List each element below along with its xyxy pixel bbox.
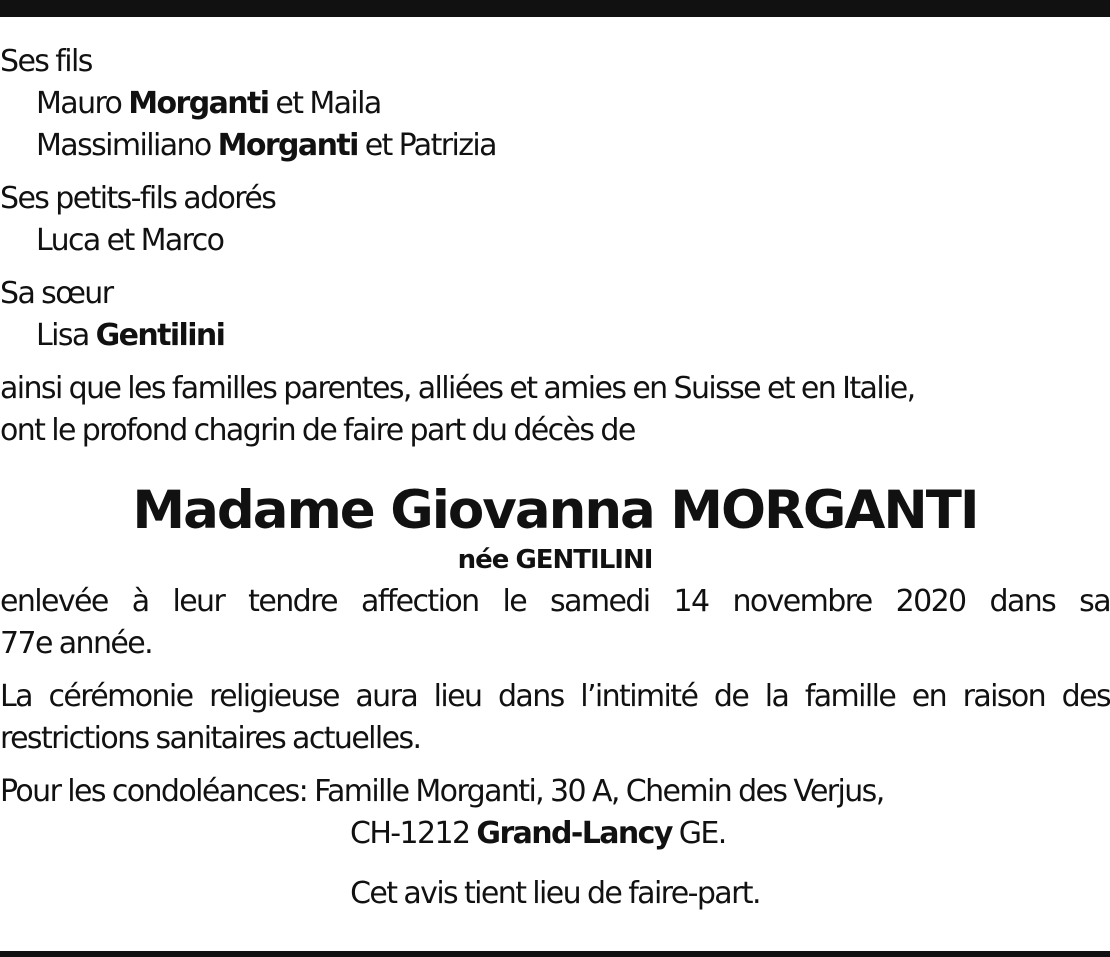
city: Grand-Lancy xyxy=(476,816,672,851)
sons-heading: Ses fils xyxy=(0,44,92,79)
announcement-line: ainsi que les familles parentes, alliées et amies en Suisse et en Italie, xyxy=(0,371,915,406)
son-first-name: Mauro xyxy=(36,86,122,121)
death-details-line: enlevée à leur tendre affection le samedi 14 novembre 2020 dans sa xyxy=(0,584,1110,619)
deceased-maiden-name: née GENTILINI xyxy=(457,545,653,575)
canton: GE. xyxy=(678,816,726,851)
death-details-line: 77e année. xyxy=(0,626,153,661)
postcode: CH-1212 xyxy=(350,816,470,851)
bottom-rule xyxy=(0,951,1110,957)
condolences-address: Pour les condoléances: Famille Morganti, 30 A, Chemin des Verjus, xyxy=(0,774,884,809)
son-entry xyxy=(0,83,1110,125)
son-last-name: Morganti xyxy=(217,128,358,163)
deceased-block xyxy=(0,481,1110,577)
top-rule xyxy=(0,0,1110,17)
condolences-city-line xyxy=(0,813,1110,855)
sister-first-name: Lisa xyxy=(36,318,89,353)
closing-note: Cet avis tient lieu de faire-part. xyxy=(350,876,760,911)
deceased-name: Madame Giovanna MORGANTI xyxy=(132,480,978,541)
announcement-line: ont le profond chagrin de faire part du décès de xyxy=(0,413,635,448)
son-spouse: et Maila xyxy=(275,86,381,121)
ceremony-line: restrictions sanitaires actuelles. xyxy=(0,721,421,756)
sister-last-name: Gentilini xyxy=(95,318,225,353)
sister-entry xyxy=(0,315,1110,357)
grandsons-heading: Ses petits-fils adorés xyxy=(0,181,276,216)
sister-heading: Sa sœur xyxy=(0,276,113,311)
son-spouse: et Patrizia xyxy=(364,128,496,163)
son-first-name: Massimiliano xyxy=(36,128,211,163)
obituary-notice xyxy=(0,41,1110,915)
grandsons-names: Luca et Marco xyxy=(36,223,224,258)
son-entry xyxy=(0,125,1110,167)
ceremony-line: La cérémonie religieuse aura lieu dans l’intimité de la famille en raison des xyxy=(0,679,1110,714)
son-last-name: Morganti xyxy=(128,86,269,121)
